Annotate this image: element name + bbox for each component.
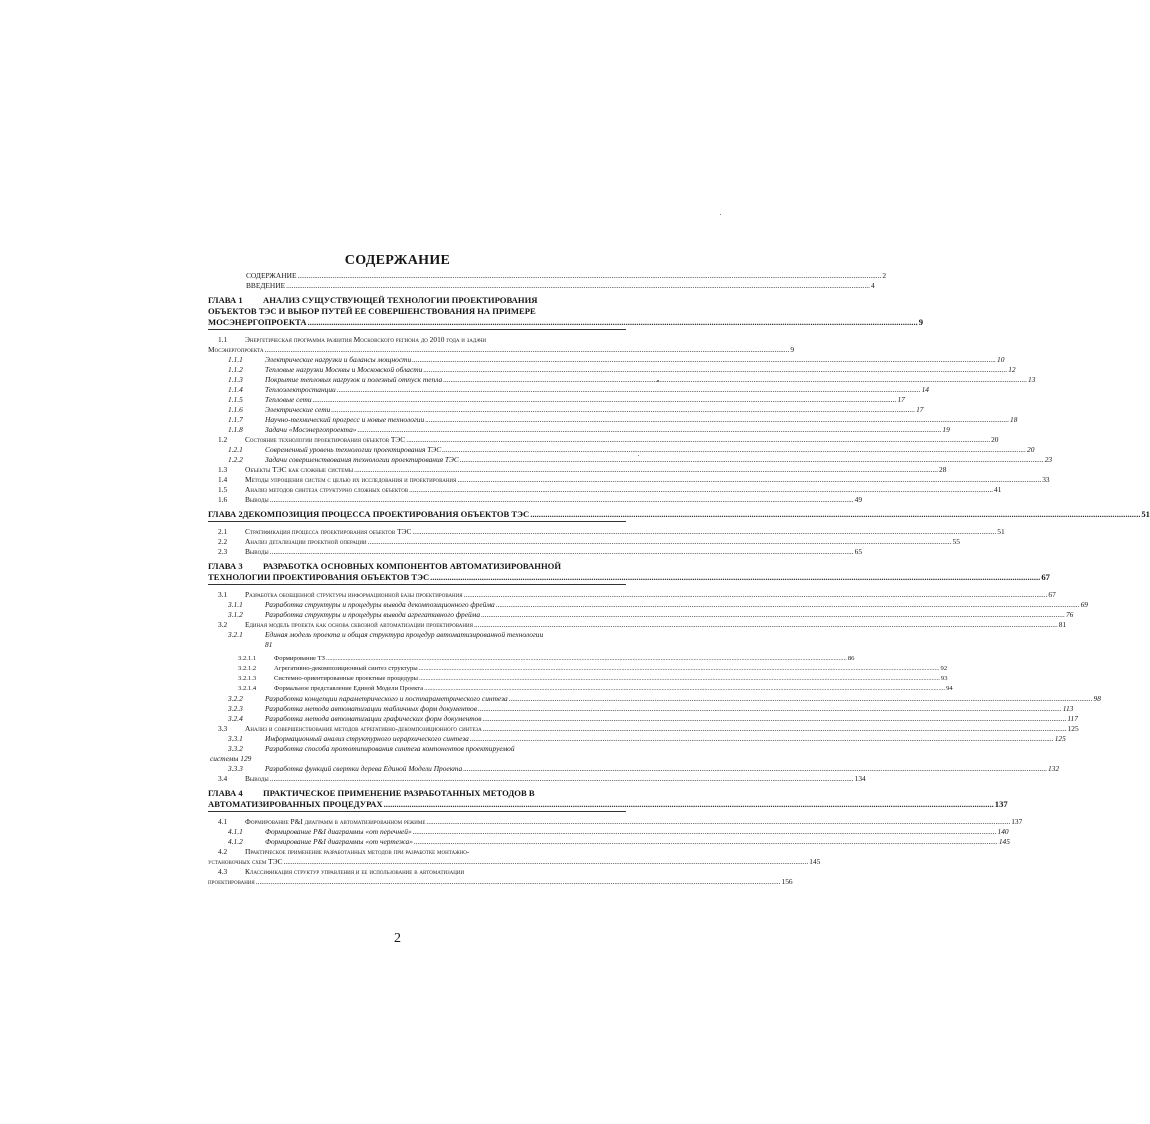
toc-entry[interactable] — [208, 495, 863, 505]
toc-entry[interactable] — [208, 600, 1088, 610]
toc-entry-text: Формирование ТЗ — [274, 655, 325, 662]
chapter-4-heading[interactable] — [208, 788, 1008, 810]
leader-dots — [256, 877, 781, 887]
chapter-page: 51 — [1141, 509, 1150, 519]
toc-entry-number: 3.1.1 — [228, 600, 243, 609]
chapter-rule — [208, 584, 626, 585]
toc-entry-number: 3.2.1.3 — [238, 675, 257, 682]
toc-entry-number: 2.2 — [218, 537, 228, 546]
leader-dots — [425, 415, 1009, 425]
toc-entry-number: 1.1.5 — [228, 395, 243, 404]
toc-entry-text: Разработка метода автоматизации графических форм документов — [265, 714, 482, 723]
toc-entry-page: 134 — [854, 774, 866, 783]
toc-entry-text: Формирование P&I диаграммы «от чертежа» — [265, 837, 413, 846]
leader-dots — [426, 817, 1010, 827]
toc-entry-text: Анализ и совершенствование методов агрегативно-декомпозиционного синтеза — [245, 724, 482, 733]
leader-dots — [483, 714, 1067, 724]
toc-entry[interactable] — [208, 385, 929, 395]
toc-entry[interactable] — [208, 774, 866, 784]
toc-entry[interactable] — [208, 684, 953, 694]
toc-entry-3-3-2[interactable] — [208, 744, 626, 764]
toc-entry[interactable] — [208, 375, 1036, 385]
chapter-number: ГЛАВА 3 — [208, 561, 243, 571]
scan-speck — [720, 214, 721, 215]
toc-entry-page: 55 — [952, 537, 960, 546]
toc-entry[interactable] — [208, 425, 950, 435]
toc-entry[interactable] — [208, 694, 1101, 704]
chapter-2-heading[interactable] — [208, 509, 1150, 520]
toc-entry[interactable] — [208, 734, 1066, 744]
toc-entry[interactable] — [208, 365, 1016, 375]
chapter-page: 67 — [1041, 572, 1050, 582]
leader-dots — [286, 281, 870, 291]
toc-entry-number: 1.1.3 — [228, 375, 243, 384]
chapter-1-heading[interactable] — [208, 295, 924, 328]
scan-speck — [638, 455, 639, 456]
toc-entry-text: Состояние технологии проектирования объектов ТЭС — [245, 435, 406, 444]
chapter-title-line: ТЕХНОЛОГИИ ПРОЕКТИРОВАНИЯ ОБЪЕКТОВ ТЭС — [208, 572, 430, 582]
toc-entry[interactable] — [208, 475, 1050, 485]
leader-dots — [409, 485, 993, 495]
toc-entry-page: 20 — [1027, 445, 1035, 454]
leader-dots — [414, 837, 998, 847]
leader-dots — [442, 445, 1026, 455]
toc-entry-number: 4.3 — [218, 867, 228, 876]
toc-entry-text: Классификация структур управления и ее использование в автоматизации — [245, 867, 465, 876]
toc-entry-page: 9 — [790, 345, 795, 354]
chapter-title-line: ДЕКОМПОЗИЦИЯ ПРОЦЕССА ПРОЕКТИРОВАНИЯ ОБЪЕКТОВ ТЭС — [242, 509, 530, 519]
toc-entry-number: 3.2.1.1 — [238, 655, 257, 662]
toc-entry-page: 137 — [1011, 817, 1023, 826]
toc-entry[interactable] — [208, 590, 1056, 600]
leader-dots — [419, 664, 940, 674]
toc-entry-number: 3.2 — [218, 620, 228, 629]
toc-entry-number: 1.1.1 — [228, 355, 243, 364]
toc-entry-text: Электрические сети — [265, 405, 331, 414]
toc-entry-text: Разработка способа прототипирования синтеза компонентов проектируемой — [265, 744, 515, 753]
toc-entry-page: 2 — [882, 271, 887, 280]
leader-dots — [419, 674, 940, 684]
leader-dots — [406, 435, 990, 445]
toc-entry[interactable] — [208, 465, 947, 475]
chapter-page: 9 — [918, 317, 924, 327]
toc-entry-number: 3.2.1.2 — [238, 665, 257, 672]
toc-entry[interactable] — [208, 654, 855, 664]
leader-dots — [313, 395, 897, 405]
toc-entry-text: Анализ методов синтеза структурно сложных объектов — [245, 485, 409, 494]
toc-entry[interactable] — [208, 704, 1074, 714]
toc-entry-text: Разработка структуры и процедуры вывода декомпозиционного фрейма — [265, 600, 495, 609]
toc-entry[interactable] — [208, 445, 1035, 455]
leader-dots — [337, 385, 921, 395]
leader-dots — [424, 684, 945, 694]
chapter-page: 137 — [994, 799, 1008, 809]
toc-entry-page: 92 — [940, 665, 948, 672]
toc-entry-number: 1.1.8 — [228, 425, 243, 434]
leader-dots — [270, 774, 854, 784]
leader-dots — [358, 425, 942, 435]
toc-entry-number: 3.2.1 — [228, 630, 243, 639]
toc-entry-page: 20 — [991, 435, 999, 444]
page-number: 2 — [394, 931, 401, 946]
toc-entry-page: 12 — [1008, 365, 1016, 374]
page-title: СОДЕРЖАНИЕ — [344, 253, 451, 268]
toc-entry-text: Анализ детализации проектной операции — [245, 537, 367, 546]
toc-entry-number: 1.2 — [218, 435, 228, 444]
toc-entry-page: 51 — [997, 527, 1005, 536]
leader-dots — [308, 317, 918, 328]
toc-entry-text: Формирование P&I диаграммы «от перечней» — [265, 827, 412, 836]
toc-entry[interactable] — [208, 610, 1074, 620]
toc-entry-text: Разработка метода автоматизации табличных форм документов — [265, 704, 477, 713]
leader-dots — [464, 590, 1048, 600]
chapter-number: ГЛАВА 2 — [208, 509, 243, 519]
leader-dots — [478, 704, 1062, 714]
toc-entry-text: Выводы — [245, 495, 269, 504]
toc-entry-page: 86 — [847, 655, 855, 662]
toc-entry-text: Энергетическая программа развития Московского региона до 2010 года и задачи — [245, 335, 487, 344]
toc-entry-page: 125 — [1054, 734, 1066, 743]
toc-entry-number: 2.1 — [218, 527, 228, 536]
toc-entry-text: Единая модель проекта и общая структура процедур автоматизированной технологии — [265, 630, 544, 639]
toc-entry[interactable] — [208, 395, 905, 405]
toc-entry-page: 67 — [1048, 590, 1056, 599]
toc-entry-text: Теплоэлектростанции — [265, 385, 336, 394]
toc-entry-page: 145 — [998, 837, 1010, 846]
chapter-title-line: АВТОМАТИЗИРОВАННЫХ ПРОЦЕДУРАХ — [208, 799, 383, 809]
leader-dots — [326, 654, 847, 664]
scan-speck — [657, 380, 659, 382]
toc-entry-3-2-1[interactable] — [208, 630, 626, 650]
toc-entry-number: 1.1.6 — [228, 405, 243, 414]
toc-entry-page: 140 — [997, 827, 1009, 836]
toc-entry-page: 81 — [1058, 620, 1067, 629]
leader-dots — [470, 734, 1054, 744]
leader-dots — [460, 455, 1044, 465]
toc-entry-text: Задачи «Мосэнергопроекта» — [265, 425, 357, 434]
leader-dots — [297, 271, 881, 281]
toc-entry-1-1[interactable] — [208, 335, 795, 355]
chapter-title-line: ПРАКТИЧЕСКОЕ ПРИМЕНЕНИЕ РАЗРАБОТАННЫХ МЕТОДОВ В — [263, 788, 535, 798]
leader-dots — [412, 355, 996, 365]
toc-entry-number: 3.3.2 — [228, 744, 243, 753]
toc-entry-text: Выводы — [245, 774, 269, 783]
toc-entry-text: Мосэнергопроекта — [208, 345, 264, 354]
toc-entry-page: 125 — [1067, 724, 1079, 733]
toc-entry-page: 28 — [939, 465, 947, 474]
toc-entry-number: 4.1 — [218, 817, 228, 826]
toc-entry-number: 4.2 — [218, 847, 228, 856]
leader-dots — [354, 465, 938, 475]
leader-dots — [474, 620, 1058, 630]
chapter-number: ГЛАВА 1 — [208, 295, 243, 305]
toc-entry-text: Стратификация процесса проектирования объектов ТЭС — [245, 527, 412, 536]
toc-entry[interactable] — [208, 527, 1005, 537]
toc-entry-text: Электрические нагрузки и балансы мощности — [265, 355, 412, 364]
toc-entry-text: Современный уровень технологии проектирования ТЭС — [265, 445, 442, 454]
leader-dots — [530, 509, 1140, 520]
toc-entry-text: Формирование P&I диаграмм в автоматизированном режиме — [245, 817, 426, 826]
toc-entry-text: системы 129 — [210, 754, 252, 763]
toc-entry-number: 1.6 — [218, 495, 228, 504]
leader-dots — [483, 724, 1067, 734]
leader-dots — [284, 857, 809, 867]
toc-entry-number: 3.3 — [218, 724, 228, 733]
toc-entry[interactable] — [208, 355, 1005, 365]
toc-entry-number: 3.1 — [218, 590, 228, 599]
toc-entry-text: Научно-технический прогресс и новые технологии — [265, 415, 425, 424]
toc-entry-page: 13 — [1028, 375, 1036, 384]
leader-dots — [481, 610, 1065, 620]
toc-entry-text: Объекты ТЭС как сложные системы — [245, 465, 354, 474]
toc-entry[interactable] — [208, 485, 1002, 495]
toc-entry-page: 156 — [781, 877, 793, 886]
leader-dots — [412, 527, 996, 537]
toc-entry-page: 81 — [265, 640, 273, 649]
chapter-rule — [208, 329, 626, 330]
chapter-number: ГЛАВА 4 — [208, 788, 243, 798]
toc-entry[interactable] — [208, 547, 863, 557]
toc-entry-text: Единая модель проекта как основа сквозной автоматизации проектирования — [245, 620, 473, 629]
toc-entry-page: 113 — [1062, 704, 1074, 713]
toc-entry-text: Разработка обобщенной структуры информационной базы проектирования — [245, 590, 463, 599]
toc-entry-page: 10 — [997, 355, 1005, 364]
toc-entry-contents[interactable] — [208, 271, 887, 281]
toc-entry[interactable] — [208, 827, 1009, 837]
toc-entry-text: установочных схем ТЭС — [208, 857, 283, 866]
toc-entry-page: 41 — [994, 485, 1002, 494]
chapter-title-line: ОБЪЕКТОВ ТЭС И ВЫБОР ПУТЕЙ ЕЕ СОВЕРШЕНСТВОВАНИЯ НА ПРИМЕРЕ — [208, 306, 536, 316]
toc-entry-number: 3.2.1.4 — [238, 685, 257, 692]
leader-dots — [270, 495, 854, 505]
leader-dots — [457, 475, 1041, 485]
toc-entry-text: Выводы — [245, 547, 269, 556]
toc-entry-4-2[interactable] — [208, 847, 821, 867]
toc-entry-page: 17 — [916, 405, 924, 414]
leader-dots — [443, 375, 1027, 385]
toc-entry-number: 1.1 — [218, 335, 228, 344]
toc-entry[interactable] — [208, 620, 1067, 630]
toc-entry-number: 2.3 — [218, 547, 228, 556]
toc-entry-text: проектирования — [208, 877, 255, 886]
toc-entry-text: Системно-ориентированные проектные процедуры — [274, 675, 418, 682]
toc-entry[interactable] — [208, 415, 1018, 425]
toc-entry-page: 18 — [1010, 415, 1018, 424]
table-of-contents — [208, 271, 1150, 887]
leader-dots — [463, 764, 1047, 774]
toc-entry-text: Информационный анализ структурного иерархического синтеза — [265, 734, 469, 743]
chapter-title-line: МОСЭНЕРГОПРОЕКТА — [208, 317, 307, 327]
chapter-3-heading[interactable] — [208, 561, 1050, 583]
toc-entry-page: 69 — [1080, 600, 1088, 609]
toc-entry-number: 1.3 — [218, 465, 228, 474]
toc-entry-number: 3.1.2 — [228, 610, 243, 619]
toc-entry-page: 76 — [1065, 610, 1074, 619]
toc-entry[interactable] — [208, 405, 924, 415]
leader-dots — [430, 572, 1040, 583]
toc-entry-number: 1.1.7 — [228, 415, 243, 424]
toc-entry[interactable] — [208, 817, 1023, 827]
toc-entry[interactable] — [208, 664, 948, 674]
leader-dots — [331, 405, 915, 415]
toc-entry-page: 33 — [1042, 475, 1050, 484]
toc-entry-number: 1.2.2 — [228, 455, 243, 464]
toc-entry[interactable] — [208, 537, 960, 547]
toc-entry-text: Формальное представление Единой Модели Проекта — [274, 685, 424, 692]
leader-dots — [509, 694, 1093, 704]
toc-entry-page: 145 — [809, 857, 821, 866]
toc-entry-page: 93 — [940, 675, 948, 682]
toc-entry-text: Агрегативно-декомпозиционный синтез структуры — [274, 665, 418, 672]
toc-entry-text: Тепловые нагрузки Москвы и Московской области — [265, 365, 423, 374]
toc-entry[interactable] — [208, 837, 1010, 847]
leader-dots — [413, 827, 997, 837]
toc-entry-page: 49 — [854, 495, 863, 504]
toc-entry-number: 3.4 — [218, 774, 228, 783]
toc-entry-number: 1.2.1 — [228, 445, 243, 454]
toc-entry-number: 3.2.3 — [228, 704, 243, 713]
toc-entry-page: 17 — [897, 395, 905, 404]
toc-entry-text: Покрытие тепловых нагрузок и полезный отпуск тепла — [265, 375, 443, 384]
toc-entry[interactable] — [208, 724, 1079, 734]
leader-dots — [368, 537, 952, 547]
toc-entry[interactable] — [208, 674, 948, 684]
toc-entry-number: 1.5 — [218, 485, 228, 494]
leader-dots — [265, 345, 790, 355]
toc-entry-page: 65 — [854, 547, 863, 556]
toc-entry-page: 19 — [942, 425, 950, 434]
toc-entry-page: 117 — [1067, 714, 1078, 723]
toc-entry-number: 3.2.2 — [228, 694, 243, 703]
chapter-title-line: РАЗРАБОТКА ОСНОВНЫХ КОМПОНЕНТОВ АВТОМАТИЗИРОВАННОЙ — [263, 561, 562, 571]
leader-dots — [384, 799, 994, 810]
toc-entry-number: 1.1.4 — [228, 385, 243, 394]
toc-entry-number: 1.1.2 — [228, 365, 243, 374]
toc-entry-text: ВВЕДЕНИЕ — [246, 281, 286, 290]
toc-entry[interactable] — [208, 764, 1060, 774]
toc-entry-introduction[interactable] — [208, 281, 875, 291]
toc-entry-number: 3.2.4 — [228, 714, 243, 723]
toc-entry[interactable] — [208, 714, 1078, 724]
toc-entry-text: Разработка концепции параметрического и постпараметрического синтеза — [265, 694, 508, 703]
toc-entry-1-2[interactable] — [208, 435, 999, 445]
leader-dots — [270, 547, 854, 557]
toc-entry-4-3[interactable] — [208, 867, 793, 887]
toc-entry-number: 3.3.3 — [228, 764, 243, 773]
toc-entry-number: 1.4 — [218, 475, 228, 484]
toc-entry-page: 94 — [946, 685, 953, 692]
toc-entry-text: Разработка структуры и процедуры вывода агрегативного фрейма — [265, 610, 481, 619]
toc-entry-text: Тепловые сети — [265, 395, 312, 404]
toc-entry-page: 23 — [1044, 455, 1053, 464]
toc-entry-page: 98 — [1093, 694, 1101, 703]
toc-entry[interactable] — [208, 455, 1053, 465]
toc-entry-text: Задачи совершенствования технологии проектирования ТЭС — [265, 455, 459, 464]
toc-entry-text: Практическое применение разработанных методов при разработке монтажно- — [245, 847, 470, 856]
toc-entry-page: 132 — [1048, 764, 1060, 773]
toc-entry-page: 4 — [870, 281, 875, 290]
toc-entry-number: 4.1.1 — [228, 827, 243, 836]
toc-entry-text: Разработка функций свертки дерева Единой Модели Проекта — [265, 764, 463, 773]
toc-entry-number: 3.3.1 — [228, 734, 243, 743]
leader-dots — [496, 600, 1080, 610]
toc-entry-text: СОДЕРЖАНИЕ — [246, 271, 297, 280]
toc-entry-text: Методы упрощения систем с целью их исследования и проектирования — [245, 475, 457, 484]
chapter-rule — [208, 521, 626, 522]
chapter-title-line: АНАЛИЗ СУЩУСТВУЮЩЕЙ ТЕХНОЛОГИИ ПРОЕКТИРОВАНИЯ — [263, 295, 538, 305]
toc-entry-number: 4.1.2 — [228, 837, 243, 846]
chapter-rule — [208, 811, 626, 812]
toc-entry-page: 14 — [921, 385, 929, 394]
leader-dots — [423, 365, 1007, 375]
